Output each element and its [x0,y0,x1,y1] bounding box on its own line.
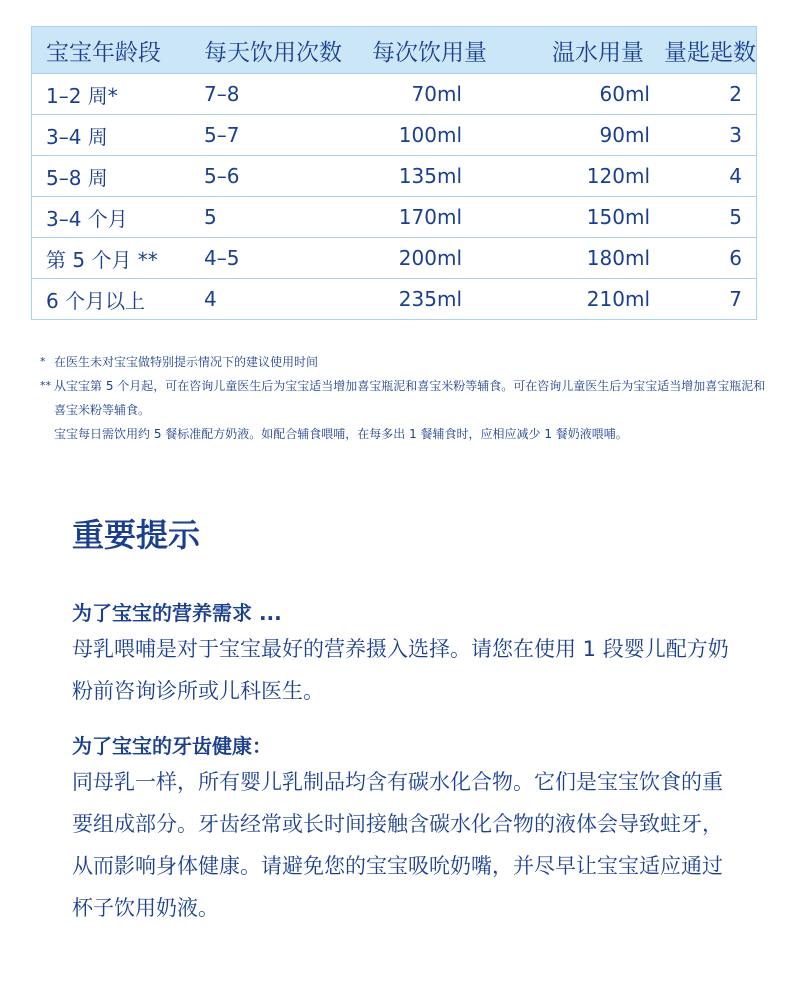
header-scoops: 量匙匙数 [664,39,756,66]
cell-times-per-day: 5–6 [204,164,240,188]
tip-heading: 为了宝宝的牙齿健康： [72,734,272,758]
footnote [40,422,766,446]
table-row [32,278,756,319]
cell-amount-per-feed: 235ml [398,287,462,311]
cell-age: 3–4 周 [46,124,108,149]
footnote-text: 宝宝每日需饮用约 5 餐标准配方奶液。如配合辅食喂哺，在每多出 1 餐辅食时，应相应减少 1 餐奶液喂哺。 [54,427,628,441]
footnote-text: 在医生未对宝宝做特别提示情况下的建议使用时间 [54,355,319,369]
cell-age: 3–4 个月 [46,206,128,231]
cell-water-amount: 120ml [586,164,650,188]
cell-scoops: 6 [729,246,742,270]
footnote [40,350,766,374]
tip-nutrition [72,598,732,712]
cell-age: 5–8 周 [46,165,108,190]
cell-scoops: 2 [729,82,742,106]
footnote-text: 从宝宝第 5 个月起，可在咨询儿童医生后为宝宝适当增加喜宝瓶泥和喜宝米粉等辅食。可在咨询儿童医生后为宝宝适当增加喜宝瓶泥和喜宝米粉等辅食。 [54,379,766,417]
cell-age: 第 5 个月 ** [46,247,158,272]
footnote-mark: * [40,355,46,368]
cell-times-per-day: 5 [204,205,217,229]
cell-times-per-day: 4 [204,287,217,311]
footnotes [40,350,766,446]
tip-body: 同母乳一样，所有婴儿乳制品均含有碳水化合物。它们是宝宝饮食的重要组成部分。牙齿经常或长时间接触含碳水化合物的液体会导致蛀牙，从而影响身体健康。请避免您的宝宝吸吮奶嘴，并尽早让宝宝适应通过杯子饮用奶液。 [72,770,723,920]
cell-scoops: 7 [729,287,742,311]
cell-water-amount: 150ml [586,205,650,229]
footnote [40,374,766,422]
tip-dental [72,731,732,929]
cell-scoops: 5 [729,205,742,229]
header-age: 宝宝年龄段 [46,39,161,66]
cell-water-amount: 210ml [586,287,650,311]
tip-body: 母乳喂哺是对于宝宝最好的营养摄入选择。请您在使用 1 段婴儿配方奶粉前咨询诊所或儿科医生。 [72,637,729,703]
table-row [32,155,756,196]
cell-scoops: 3 [729,123,742,147]
table-row [32,196,756,237]
header-water-amount: 温水用量 [552,39,644,66]
table-body [32,73,756,319]
table-row [32,73,756,114]
tip-heading: 为了宝宝的营养需求 ... [72,601,282,625]
cell-amount-per-feed: 135ml [398,164,462,188]
table-row [32,237,756,278]
table-header-row [32,27,756,73]
cell-amount-per-feed: 70ml [411,82,462,106]
table-row [32,114,756,155]
important-title: 重要提示 [72,516,201,554]
footnote-mark [40,422,54,446]
feeding-table [31,26,757,320]
cell-amount-per-feed: 200ml [398,246,462,270]
header-amount-per-feed: 每次饮用量 [372,39,487,66]
cell-amount-per-feed: 170ml [398,205,462,229]
cell-amount-per-feed: 100ml [398,123,462,147]
cell-water-amount: 180ml [586,246,650,270]
cell-water-amount: 60ml [599,82,650,106]
cell-water-amount: 90ml [599,123,650,147]
header-times-per-day: 每天饮用次数 [204,39,342,66]
cell-times-per-day: 5–7 [204,123,240,147]
cell-scoops: 4 [729,164,742,188]
cell-age: 1–2 周* [46,83,118,108]
footnote-mark: ** [40,379,51,392]
cell-age: 6 个月以上 [46,288,146,313]
cell-times-per-day: 7–8 [204,82,240,106]
cell-times-per-day: 4–5 [204,246,240,270]
